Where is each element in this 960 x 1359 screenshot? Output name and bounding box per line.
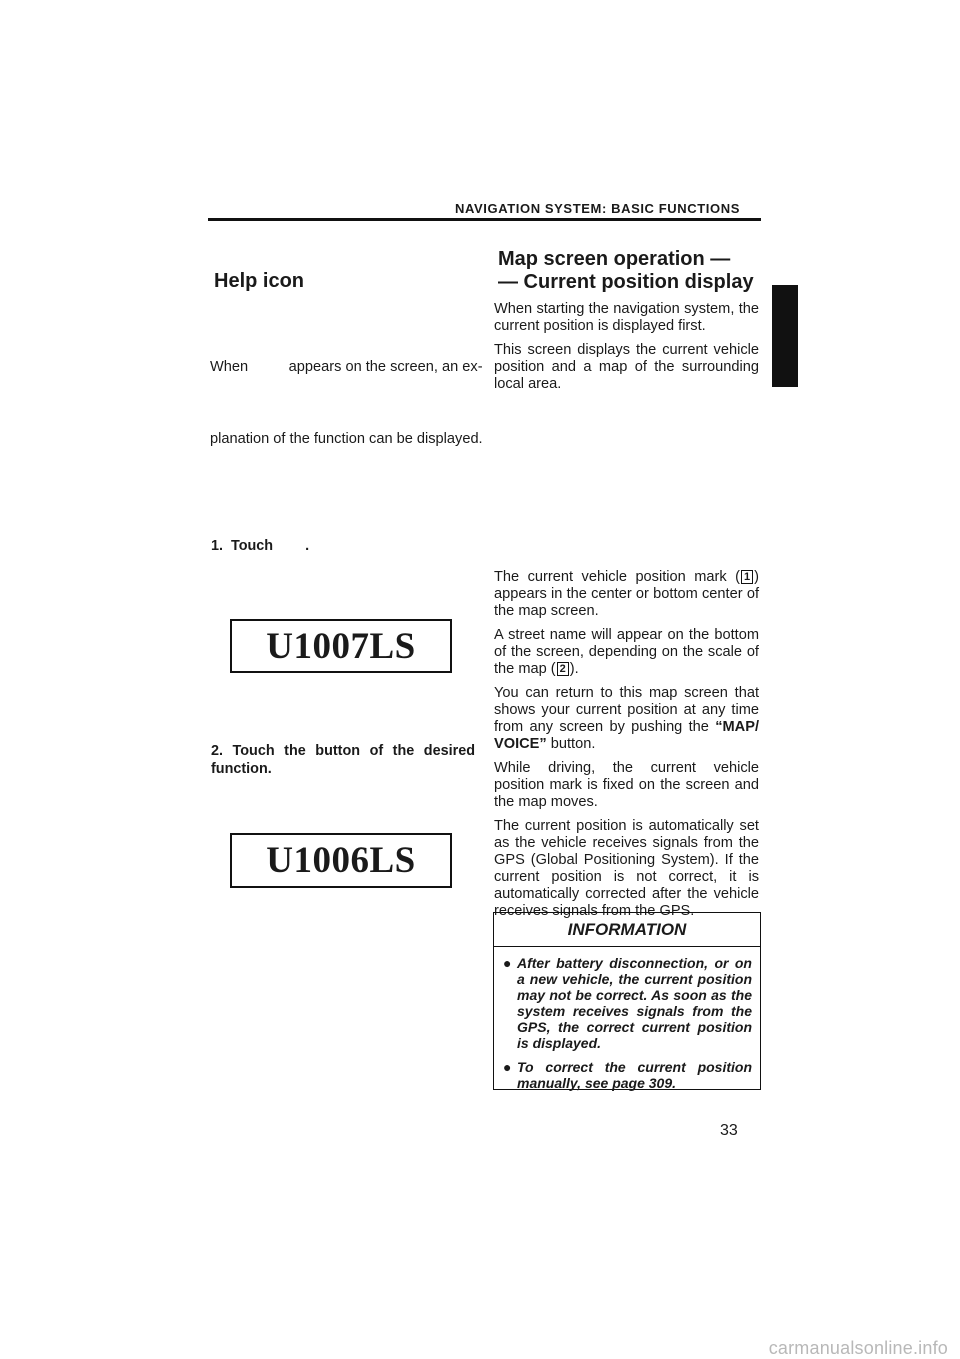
map-screen-title	[498, 248, 754, 294]
current-position-body	[494, 569, 759, 927]
map-screen-title-line2: — Current position display	[498, 271, 754, 293]
current-position-intro	[494, 301, 759, 400]
paragraph: This screen displays the current vehicle position and a map of the surrounding local area.	[494, 342, 759, 392]
help-intro-line1: When appears on the screen, an ex-	[210, 359, 483, 375]
callout-1: 1	[741, 570, 753, 584]
help-icon-title: Help icon	[214, 270, 305, 292]
figure-u1007ls: U1007LS	[230, 619, 452, 673]
map-voice-button-label: “MAP/ VOICE”	[494, 719, 759, 752]
callout-2: 2	[557, 662, 569, 676]
paragraph: While driving, the current vehicle position mark is fixed on the screen and the map moves.	[494, 760, 759, 810]
page-number: 33	[720, 1122, 738, 1139]
bullet-icon: ●	[503, 1059, 512, 1075]
map-screen-title-line1: Map screen operation —	[498, 248, 731, 270]
paragraph: The current vehicle position mark ( 1 ) appears in the center or bottom center of the map screen.	[494, 569, 759, 619]
bullet-icon: ●	[503, 955, 512, 971]
step-2: 2. Touch the button of the desired function.	[211, 743, 475, 777]
paragraph: You can return to this map screen that shows your current position at any time from any screen by pushing the “MAP/ VOICE” button.	[494, 685, 759, 752]
running-header: NAVIGATION SYSTEM: BASIC FUNCTIONS	[455, 201, 740, 216]
paragraph: When starting the navigation system, the current position is displayed first.	[494, 301, 759, 334]
section-tab-marker	[772, 285, 798, 387]
information-heading: INFORMATION	[494, 913, 760, 947]
header-rule	[208, 218, 761, 221]
step-1: 1. Touch .	[211, 538, 310, 554]
watermark: carmanualsonline.info	[768, 1338, 948, 1358]
figure-u1006ls: U1006LS	[230, 833, 452, 888]
help-intro-line2: planation of the function can be displayed.	[210, 431, 483, 447]
information-item: ● After battery disconnection, or on a new vehicle, the current position may not be correct. As soon as the system receives signals from the GPS, the correct current position is displayed.	[503, 955, 752, 1051]
paragraph: The current position is automatically set as the vehicle receives signals from the GPS (Global Positioning System). If the current position is not correct, it is automatically corrected after the vehicle receives signals from the GPS.	[494, 818, 759, 919]
information-item: ● To correct the current position manually, see page 309.	[503, 1059, 752, 1091]
information-box	[493, 912, 761, 1090]
help-intro	[210, 307, 483, 475]
paragraph: A street name will appear on the bottom of the screen, depending on the scale of the map ( 2 ).	[494, 627, 759, 677]
